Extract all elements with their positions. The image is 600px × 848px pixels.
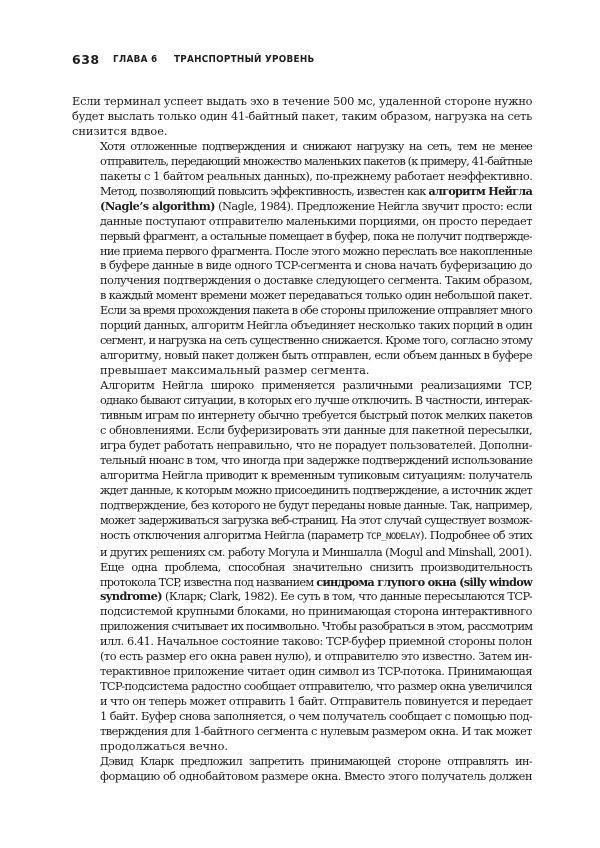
text-line: Хотя отложенные подтверждения и снижают нагрузку на сеть, тем не менее (100, 138, 532, 153)
text-line: снизится вдвое. (72, 123, 168, 138)
text-run: ность отключения алгоритма Нейгла (параметр (100, 527, 364, 542)
text-line: однако бывают ситуации, в которых его лучше отключить. В частности, интерак- (100, 393, 533, 408)
text-line: подтверждение, без которого не будут переданы новые данные. Так, например, (100, 497, 532, 512)
text-line: 1 байт. Буфер снова заполняется, о чем получатель сообщает с помощью под- (100, 709, 533, 724)
running-header (72, 52, 532, 72)
text-run: (Кларк; Clark, 1982). Ее суть в том, что данные пересылаются TCP- (165, 589, 533, 604)
section-title: ТРАНСПОРТНЫЙ УРОВЕНЬ (174, 54, 315, 65)
text-line: ние приема первого фрагмента. После этого можно переслать все накопленные (100, 243, 532, 258)
text-line: Еще одна проблема, способная значительно снизить производительность (100, 559, 532, 574)
text-line: тельный нюанс в том, что иногда при задержке подтверждений использование (100, 452, 533, 467)
paragraph-3 (72, 378, 532, 559)
text-run: ). Подробнее об этих (420, 527, 532, 542)
term-silly-window: синдрома глупого окна (silly window (316, 574, 533, 589)
text-line: подсистемой крупными блоками, но принимающая сторона интерактивного (100, 604, 533, 619)
text-line: и что он теперь может отправить 1 байт. Отправитель повинуется и передает (100, 694, 533, 709)
text-line: Если терминал успеет выдать эхо в течение 500 мс, удаленной стороне нужно (72, 94, 533, 108)
text-line: илл. 6.41. Начальное состояние таково: TCP-буфер приемной стороны полон (100, 634, 532, 649)
text-line: тверждения для 1-байтного сегмента с нулевым размером окна. И так может (100, 724, 532, 739)
text-line: Алгоритм Нейгла широко применяется различными реализациями TCP, (100, 378, 532, 393)
text-line: пакеты с 1 байтом реальных данных), по-прежнему работает неэффективно. (100, 168, 533, 183)
text-line (72, 199, 532, 214)
text-line: в каждый момент времени может передаваться только один небольшой пакет. (100, 288, 532, 303)
text-line (72, 184, 532, 199)
text-line: данные поступают отправителю маленькими порциями, он просто передает (100, 213, 533, 228)
text-line: будет выслать только один 41-байтный пакет, таким образом, нагрузка на сеть (72, 108, 532, 123)
page-number: 638 (72, 52, 100, 67)
text-line: приложения считывает их посимвольно. Чтобы разобраться в этом, рассмотрим (100, 619, 533, 634)
text-line: сегмент, и нагрузка на сеть существенно снижается. Кроме того, согласно этому (100, 333, 533, 348)
text-line: терактивное приложение читает один символ из TCP-потока. Принимающая (100, 664, 532, 679)
text-line: отправитель, передающий множество маленьких пакетов (к примеру, 41-байтные (100, 153, 532, 168)
term-nagle-algorithm: алгоритм Нейгла (428, 183, 532, 198)
body-text (72, 94, 532, 784)
text-line: продолжаться вечно. (100, 738, 229, 753)
text-line: превышает максимальный размер сегмента. (100, 363, 370, 378)
text-line: порций данных, алгоритм Нейгла объединяет несколько таких порций в один (100, 318, 533, 333)
text-line (72, 575, 532, 590)
text-line (72, 589, 532, 604)
text-line: Дэвид Кларк предложил запретить принимающей стороне отправлять ин- (100, 753, 532, 768)
paragraph-4 (72, 560, 532, 754)
text-line: может задерживаться загрузка веб-страниц. На этот случай существует возмож- (100, 512, 532, 527)
text-line (72, 528, 532, 545)
text-line: TCP-подсистема радостно сообщает отправителю, что размер окна увеличился (100, 679, 533, 694)
text-run: протокола TCP, известна под названием (100, 574, 314, 589)
text-line: в буфере данные в виде одного TCP-сегмента и снова начать буферизацию до (100, 258, 532, 273)
text-line: и других решениях см. работу Могула и Миншалла (Mogul and Minshall, 2001). (100, 544, 532, 559)
text-line: Если за время прохождения пакета в обе стороны приложение отправляет много (100, 303, 532, 318)
text-line: с обновлениями. Если буферизировать эти данные для пакетной пересылки, (100, 422, 533, 437)
text-line: получения подтверждения о доставке следующего сегмента. Таким образом, (100, 273, 533, 288)
paragraph-5 (72, 754, 532, 784)
chapter-label: ГЛАВА 6 (113, 54, 158, 65)
term-silly-window-end: syndrome) (100, 589, 163, 604)
text-line: первый фрагмент, а остальные помещает в буфер, пока не получит подтвержде- (100, 228, 532, 243)
text-line: тивным играм по интернету обычно требуется быстрый поток мелких пакетов (100, 408, 532, 423)
text-run: (Nagle, 1984). Предложение Нейгла звучит просто: если (218, 198, 533, 213)
text-line: ждет данные, к которым можно присоединить подтверждение, а источник ждет (100, 482, 532, 497)
text-line: игра будет работать неправильно, что не порадует пользователей. Дополни- (100, 437, 532, 452)
text-line: формацию об однобайтовом размере окна. Вместо этого получатель должен (100, 768, 533, 783)
paragraph-1 (72, 94, 532, 139)
text-run: Метод, позволяющий повысить эффективность, известен как (100, 183, 426, 198)
term-nagle-algorithm-en: (Nagle’s algorithm) (100, 198, 215, 213)
text-line: (то есть размер его окна равен нулю), и отправителю это известно. Затем ин- (100, 649, 532, 664)
text-line: алгоритму, новый пакет должен быть отправлен, если объем данных в буфере (100, 348, 532, 363)
text-line: алгоритма Нейгла приводит к временным тупиковым ситуациям: получатель (100, 467, 532, 482)
code-tcp-nodelay: TCP_NODELAY (366, 530, 421, 542)
paragraph-2 (72, 139, 532, 378)
